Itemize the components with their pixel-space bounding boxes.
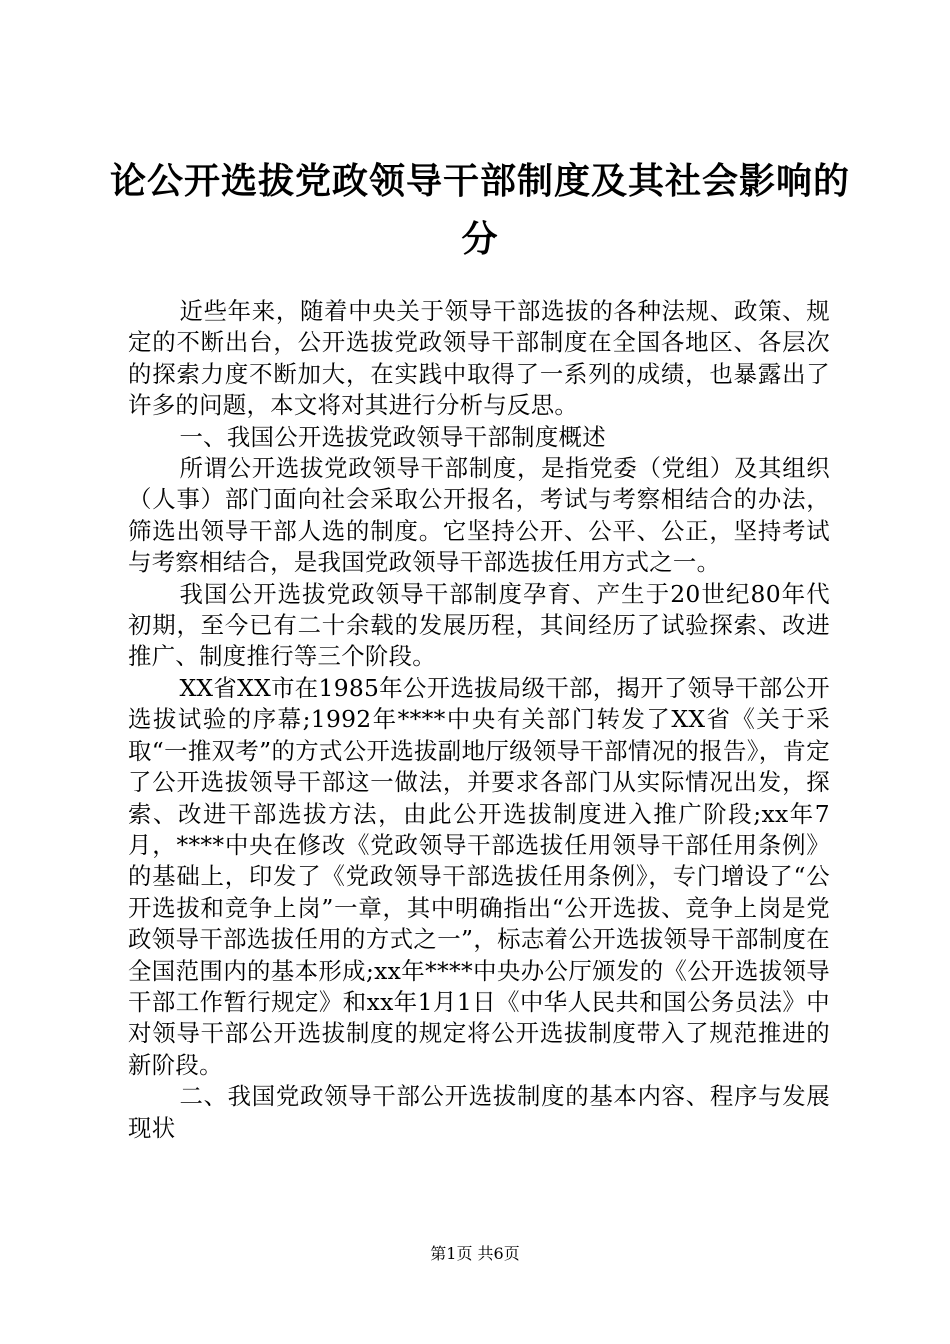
document-title: 论公开选拔党政领导干部制度及其社会影响的分 xyxy=(110,160,851,260)
paragraph-history: 我国公开选拔党政领导干部制度孕育、产生于20世纪80年代初期，至今已有二十余载的发展历程，其间经历了试验探索、改进推广、制度推行等三个阶段。 xyxy=(128,579,830,671)
paragraph-stages: XX省XX市在1985年公开选拔局级干部，揭开了领导干部公开选拔试验的序幕;1992年****中央有关部门转发了XX省《关于采取“一推双考”的方式公开选拔副地厅级领导干部情况的报告》，肯定了公开选拔领导干部这一做法，并要求各部门从实际情况出发，探索、改进干部选拔方法，由此公开选拔制度进入推广阶段;xx年7月，****中央在修改《党政领导干部选拔任用领导干部任用条例》的基础上，印发了《党政领导干部选拔任用条例》，专门增设了“公开选拔和竞争上岗”一章，其中明确指出“公开选拔、竞争上岗是党政领导干部选拔任用的方式之一”，标志着公开选拔领导干部制度在全国范围内的基本形成;xx年****中央办公厅颁发的《公开选拔领导干部工作暂行规定》和xx年1月1日《中华人民共和国公务员法》中对领导干部公开选拔制度的规定将公开选拔制度带入了规范推进的新阶段。 xyxy=(128,673,830,1079)
page-number-footer: 第1页 共6页 xyxy=(430,1244,520,1263)
document-body xyxy=(128,296,830,1144)
section-heading-1: 一、我国公开选拔党政领导干部制度概述 xyxy=(179,422,606,451)
section-heading-2: 二、我国党政领导干部公开选拔制度的基本内容、程序与发展现状 xyxy=(128,1082,830,1142)
paragraph-definition: 所谓公开选拔党政领导干部制度，是指党委（党组）及其组织（人事）部门面向社会采取公开报名，考试与考察相结合的办法，筛选出领导干部人选的制度。它坚持公开、公平、公正，坚持考试与考察相结合，是我国党政领导干部选拔任用方式之一。 xyxy=(128,454,830,577)
paragraph-intro: 近些年来，随着中央关于领导干部选拔的各种法规、政策、规定的不断出台，公开选拔党政领导干部制度在全国各地区、各层次的探索力度不断加大，在实践中取得了一系列的成绩，也暴露出了许多的问题，本文将对其进行分析与反思。 xyxy=(128,297,830,420)
